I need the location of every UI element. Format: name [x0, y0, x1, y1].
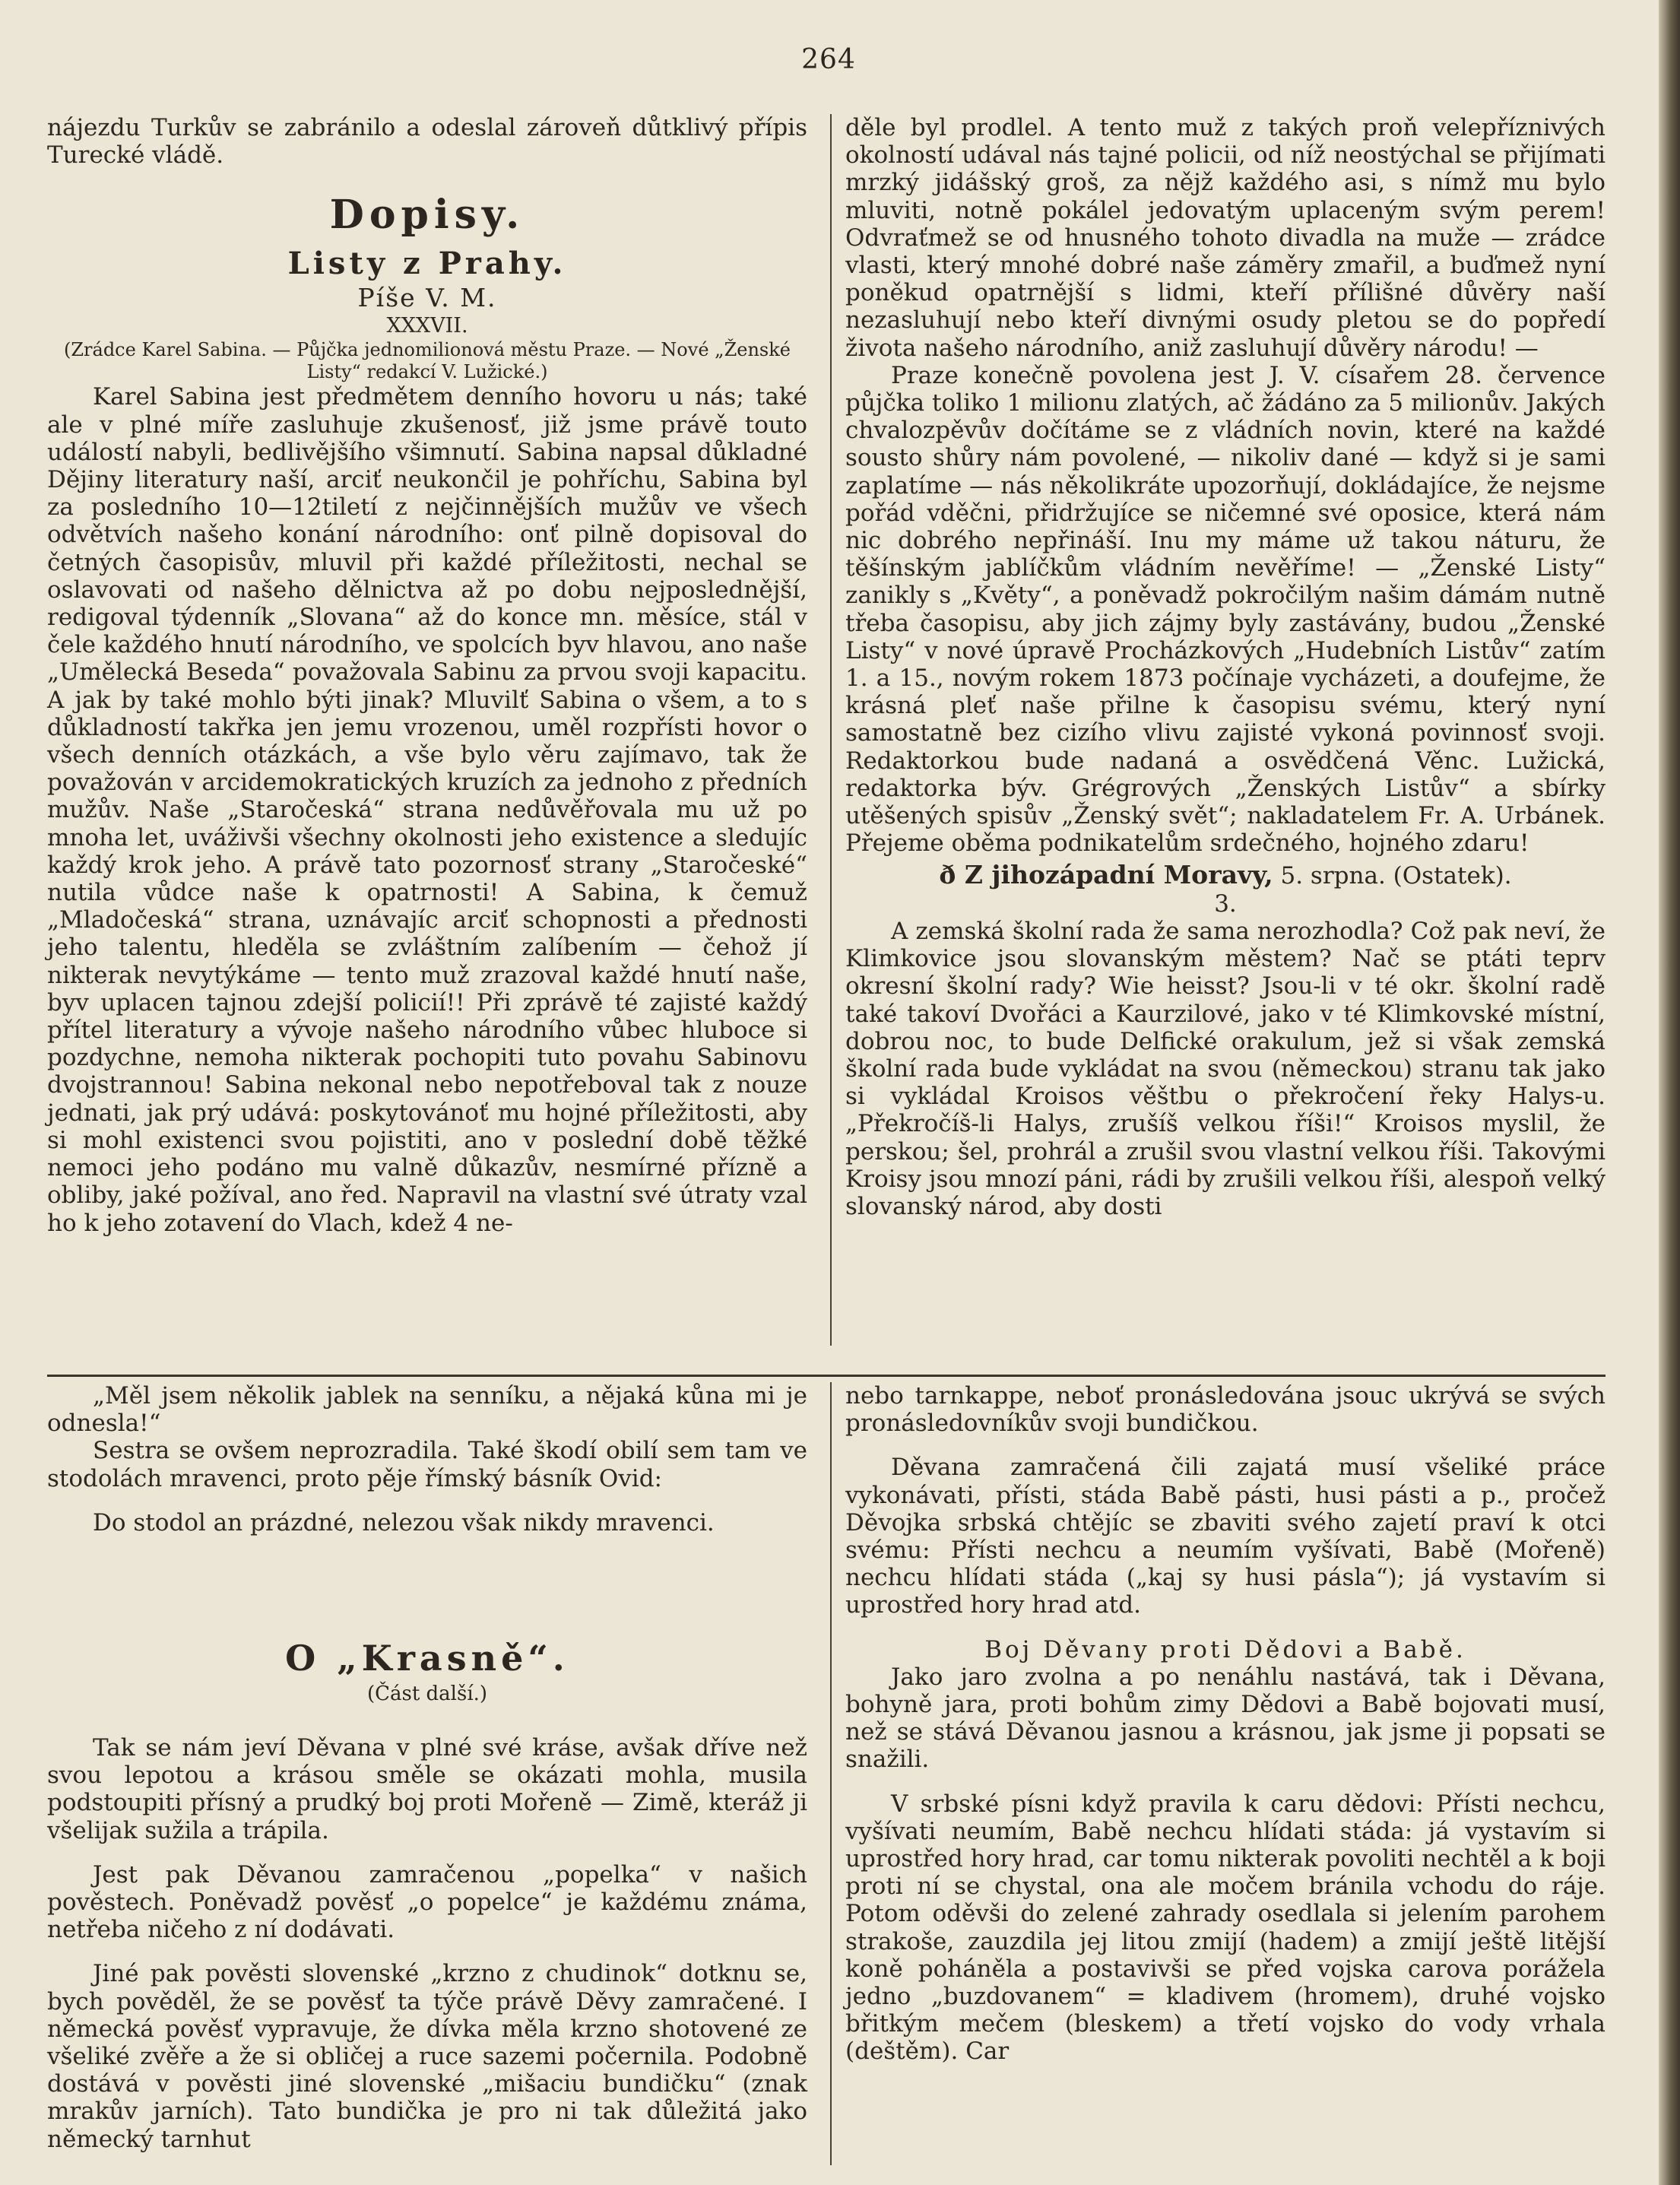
top-left-column: [47, 114, 807, 1237]
byline: Píše V. M.: [357, 283, 497, 313]
page-binding-edge: [1659, 0, 1680, 2185]
ovid-verse: Do stodol an prázdné, nelezou však nikdy mravenci.: [93, 1508, 715, 1536]
page-number: 264: [801, 44, 856, 75]
moravia-report-paragraph: A zemská školní rada že sama nerozhodla? Což pak neví, že Klimkovice jsou slovanským městem? Nač se ptáti teprv okresní školní rady? Wie heisst? Jsou-li v té okr. školní radě také takoví Dvořáci a Kaurzilové, jako v té Klimkovské místní, dobrou noc, to bude Delfické orakulum, jež si však zemská školní rada bude vykládat na svou (německou) stranu tak jako si vykládal Kroisos věštbu o překročení řeky Halys-u. „Překročíš-li Halys, zrušíš velkou říši!“ Kroisos myslil, že perskou; šel, prohrál a zrušil svou vlastní velkou říši. Takovými Kroisy jsou mnozí páni, rádi by zrušili velkou říši, alespoň velký slovanský národ, aby dosti: [845, 917, 1606, 1220]
column-divider-top: [830, 114, 832, 1346]
letter-number: XXXVII.: [386, 314, 468, 338]
loan-paragraph: Praze konečně povolena jest J. V. císařem 28. července půjčka toliko 1 milionu zlatých, ač žádáno za 5 milionův. Jakých chvalozpěvův dočítáme se z vládních novin, které na každé sousto shůry nám povolené, — nikoliv dané — když si je sami zaplatíme — nás několikráte upozorňují, dokládajíce, že nejsme pořád vděčni, přidržujíce se ničemné své oposice, která nám nic dobrého nepřináší. Inu my máme už takou náturu, že těšínským jablíčkům vládním nevěříme! — „Ženské Listy“ zanikly s „Květy“, a poněvadž pokročilým našim dámám nutně třeba časopisu, aby jich zájmy byly zastávány, budou „Ženské Listy“ v nové úpravě Procházkových „Hudebních Listův“ zatím 1. a 15., novým rokem 1873 počínaje vycházeti, a doufejme, že krásná pleť naše přilne k časopisu svému, který nyní samostatně bez cizího vlivu zajisté vykoná povinnosť svoji. Redaktorkou bude nadaná a osvědčená Věnc. Lužická, redaktorka býv. Grégrových „Ženských Listův“ a sbírky utěšených spisův „Ženský svět“; nakladatelem Fr. A. Urbánek. Přejeme oběma podnikatelům srdečného, hojného zdaru!: [845, 361, 1606, 858]
section-title-dopisy: Dopisy.: [329, 192, 525, 239]
jaro-paragraph: Jako jaro zvolna a po nenáhlu nastává, tak i Děvana, bohyně jara, proti bohům zimy Dědovi a Babě bojovati musí, než se stává Děvanou jasnou a krásnou, jak jsme ji popsati se snažili.: [845, 1663, 1606, 1774]
moravia-report-heading: [845, 861, 1606, 890]
column-divider-bottom: [830, 1382, 832, 2165]
section-subtitle: (Část další.): [366, 1682, 488, 1706]
series-title: Listy z Prahy.: [287, 246, 567, 282]
bottom-left-column: [47, 1382, 807, 2153]
sabina-paragraph: Karel Sabina jest předmětem denního hovoru u nás; také ale v plné míře zasluhuje zkušenosť, již jsme právě touto událostí nabyli, bedlivějšího všimnutí. Sabina napsal důkladné Dějiny literatury naší, arciť neukončil je pohříchu, Sabina byl za posledního 10—12tiletí z nejčinnějších mužův ve všech odvětvích našeho konání národního: onť pilně dopisoval do četných časopisův, mluvil při každé příležitosti, nechal se oslavovati od našeho dělnictva až po dobu nejposlednější, redigoval týdenník „Slovana“ až do konce mn. měsíce, stál v čele každého hnutí národního, ve spolcích byv hlavou, ano naše „Umělecká Beseda“ považovala Sabinu za prvou svoji kapacitu. A jak by také mohlo býti jinak? Mluvilť Sabina o všem, a to s důkladností takřka jen jemu vrozenou, uměl rozpřísti hovor o všech denních otázkách, a vše bylo věru zajímavo, tak že považován v arcidemokratických kruzích za jednoho z předních mužův. Naše „Staročeská“ strana nedůvěřovala mu už po mnoha let, uváživši všechny okolnosti jeho existence a sledujíc každý krok jeho. A právě tato pozornosť strany „Staročeské“ nutila vůdce naše k opatrnosti! A Sabina, k čemuž „Mladočeská“ strana, uznávajíc arciť schopnosti a přednosti jeho talentu, hleděla se zvláštním zalíbením — čehož jí nikterak nevytýkáme — tento muž zrazoval každé hnutí naše, byv uplacen tajnou zdejší policií!! Při zprávě té zajisté každý přítel literatury a vývoje našeho národního vůbec hluboce si pozdychne, nemoha nikterak pochopiti tuto povahu Sabinovu dvojstrannou! Sabina nekonal nebo nepotřeboval tak z nouze jednati, jak prý udává: poskytovánoť mu hojné příležitosti, aby si mohl existenci svou pojistiti, ano v poslední době těžké nemoci jeho podáno mu valně důkazův, nesmírné přízně a obliby, jaké požíval, ano řed. Napravil na vlastní své útraty vzal ho k jeho zotavení do Vlach, kdež 4 ne-: [47, 383, 807, 1237]
section-divider: [47, 1375, 1606, 1377]
section-title-krasne: O „Krasně“.: [285, 1638, 569, 1679]
sabina-paragraph-continued: děle byl prodlel. A tento muž z takých proň velepříznivých okolností udával nás tajné policii, od níž neostýchal se přijímati mrzký jidášský groš, za nějž každého asi, s nímž mu bylo mluviti, notně pokálel jedovatým uplaceným svým perem! Odvraťmež se od hnusného tohoto divadla na muže — zrádce vlasti, který mnohé dobré naše záměry zmařil, a buďmež nyní poněkud opatrnější s lidmi, kteří přílišné důvěry naší nezasluhují nebo kteří divnými osudy pletou se do popředí života našeho národního, aniž zasluhují důvěry národu! —: [845, 114, 1606, 362]
report-place: ð Z jihozápadní Moravy,: [939, 860, 1273, 890]
bottom-right-column: [845, 1382, 1606, 2066]
devana-paragraph-2: Jest pak Děvanou zamračenou „popelka“ v našich pověstech. Poněvadž pověsť „o popelce“ je každému známa, netřeba ničeho z ní dodávati.: [47, 1860, 807, 1944]
tarnkappe-paragraph: nebo tarnkappe, neboť pronásledována jsouc ukrývá se svých pronásledovníkův svoji bundičkou.: [845, 1382, 1606, 1438]
ovid-intro-paragraph: Sestra se ovšem neprozradila. Také škodí obilí sem tam ve stodolách mravenci, proto pěje římský básník Ovid:: [47, 1437, 807, 1492]
top-right-column: [845, 114, 1606, 1220]
devana-paragraph-1: Tak se nám jeví Děvana v plné své kráse, avšak dříve než svou lepotou a krásou směle se okázati mohla, musila podstoupiti přísný a prudký boj proti Mořeně — Zimě, kteráž ji všelijak sužila a trápila.: [47, 1734, 807, 1844]
quote-paragraph: „Měl jsem několik jablek na senníku, a nějaká kůna mi je odnesla!“: [47, 1382, 807, 1438]
srbska-pisen-paragraph: V srbské písni když pravila k caru dědovi: Přísti nechcu, vyšívati neumím, Babě nechcu hlídati stáda: já vystavím si uprostřed hory hrad, car tomu nikterak povoliti nechtěl a k boji proti ní se chystal, ona ale močem bránila vchodu do ráje. Potom oděvši do zelené zahrady osedlala si jelením parohem strakoše, zauzdila jej litou zmijí (hadem) a zmijí ještě litější koně poháněla a postavivši se před vojska carova porážela jedno „buzdovanem“ = kladivem (hromem), druhé vojsko břitkým mečem (bleskem) a třetí vojsko do vody vrhala (deštěm). Car: [845, 1790, 1606, 2066]
devana-paragraph-3: Jiné pak pověsti slovenské „krzno z chudinok“ dotknu se, bych pověděl, že se pověsť ta týče právě Děvy zamračené. I německá pověsť vypravuje, že dívka měla krzno shotovené ze všeliké zvěře a že si obličej a ruce sazemi počernila. Podobně dostává v pověsti jiné slovenské „mišaciu bundičku“ (znak mrakův jarních). Tato bundička je pro ni tak důležitá jako německý tarnhut: [47, 1960, 807, 2153]
devana-zamracena-paragraph: Děvana zamračená čili zajatá musí všeliké práce vykonávati, přísti, stáda Babě pásti, husi pásti a p., pročež Děvojka srbská chtějíc se zbaviti svého zajetí praví k otci svému: Přísti nechcu a neumím vyšívati, Babě (Mořeně) nechcu hlídati stáda („kaj sy husi pásla“); já vystavím si uprostřed hory hrad atd.: [845, 1454, 1606, 1619]
opening-paragraph: nájezdu Turkův se zabránilo a odeslal zároveň důtklivý přípis Turecké vládě.: [47, 114, 807, 170]
report-date: 5. srpna. (Ostatek).: [1280, 862, 1512, 890]
report-number: 3.: [1214, 890, 1237, 918]
boj-devany-heading: Boj Děvany proti Dědovi a Babě.: [984, 1635, 1466, 1663]
letter-summary: (Zrádce Karel Sabina. — Půjčka jednomilionová městu Praze. — Nové „Ženské Listy“ redakcí V. Lužické.): [64, 339, 791, 383]
